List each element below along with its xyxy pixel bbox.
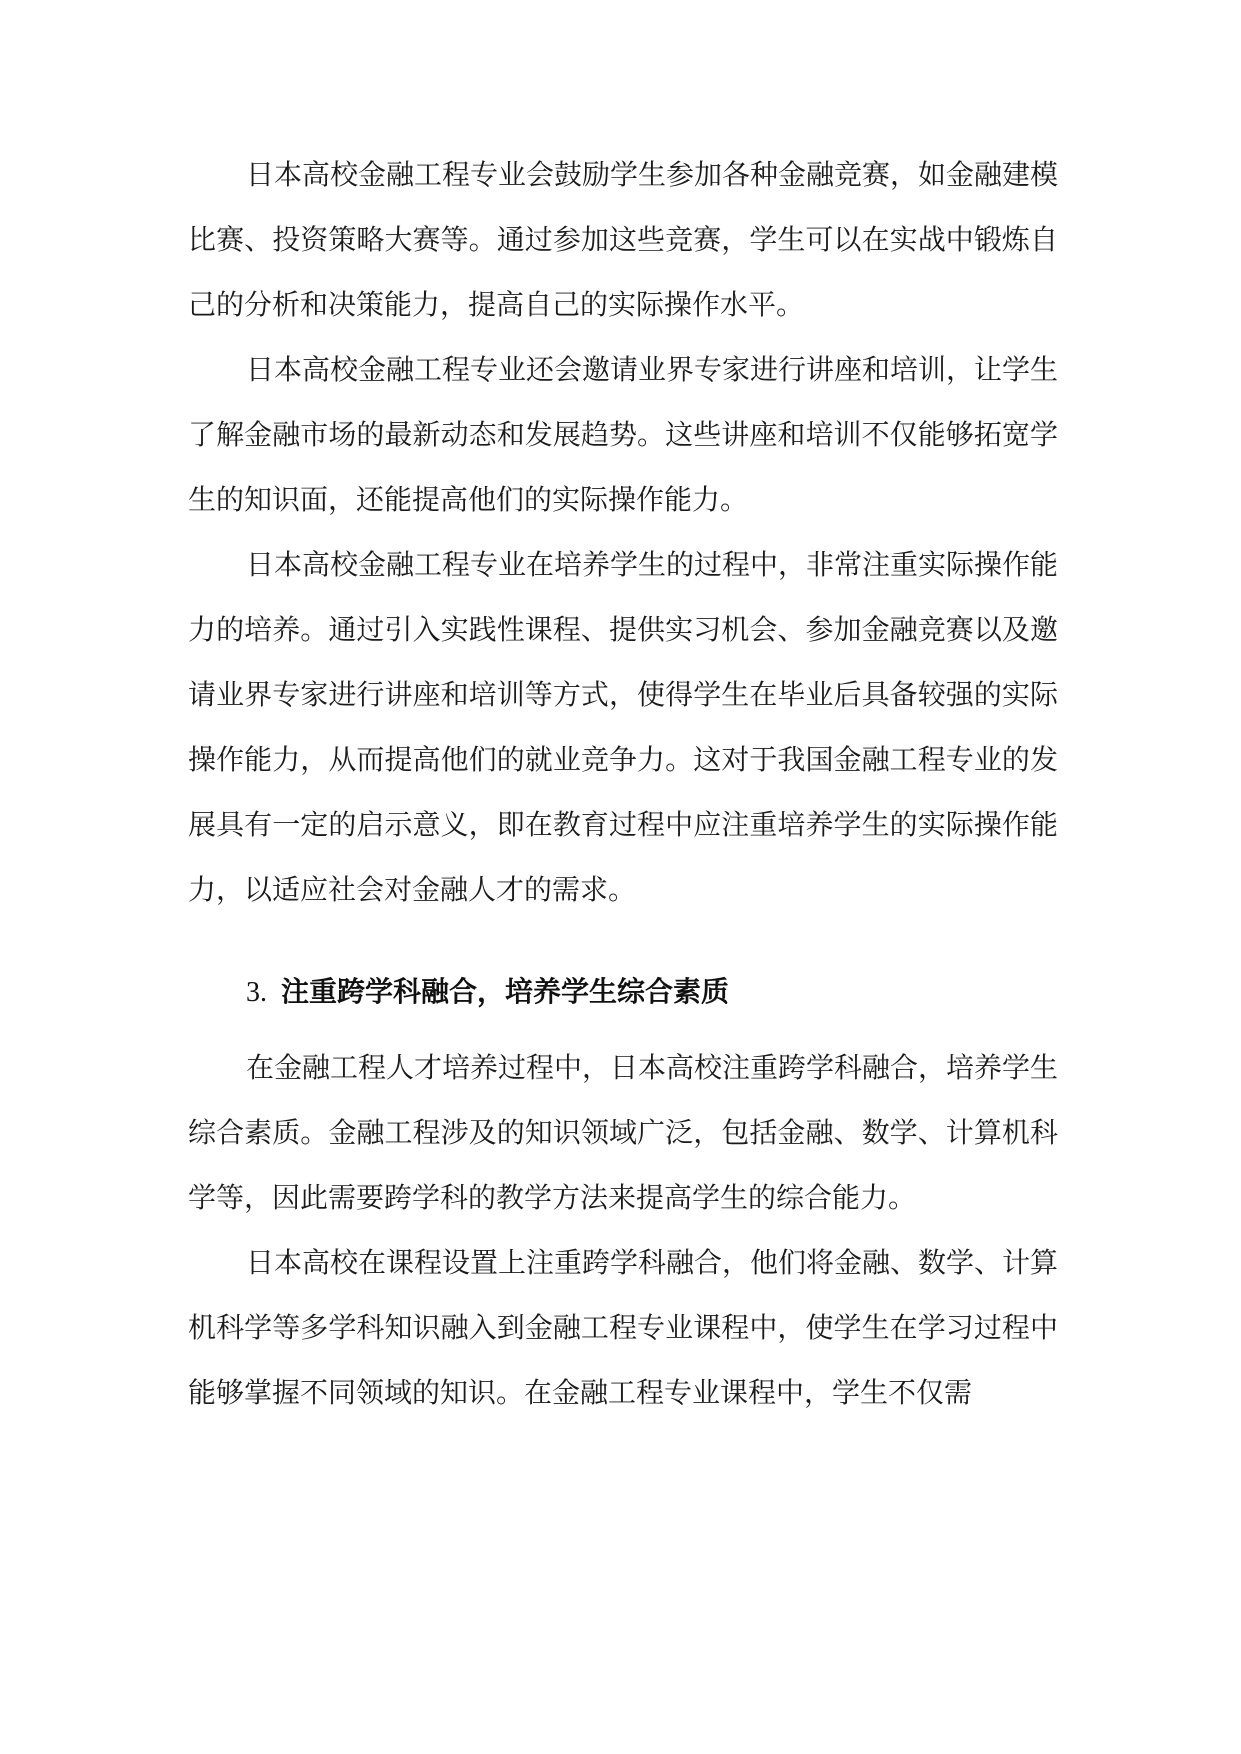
paragraph-practical-summary: 日本高校金融工程专业在培养学生的过程中，非常注重实际操作能力的培养。通过引入实践性课程、提供实习机会、参加金融竞赛以及邀请业界专家进行讲座和培训等方式，使得学生在毕业后具备较强的实际操作能力，从而提高他们的就业竞争力。这对于我国金融工程专业的发展具有一定的启示意义，即在教育过程中应注重培养学生的实际操作能力，以适应社会对金融人才的需求。 bbox=[188, 548, 1059, 906]
section-number: 3. bbox=[246, 977, 267, 1008]
paragraph-curriculum: 日本高校在课程设置上注重跨学科融合，他们将金融、数学、计算机科学等多学科知识融入到金融工程专业课程中，使学生在学习过程中能够掌握不同领域的知识。在金融工程专业课程中，学生不仅需 bbox=[188, 1246, 1059, 1409]
paragraph-interdisciplinary-intro: 在金融工程人才培养过程中，日本高校注重跨学科融合，培养学生综合素质。金融工程涉及的知识领域广泛，包括金融、数学、计算机科学等，因此需要跨学科的教学方法来提高学生的综合能力。 bbox=[188, 1051, 1059, 1214]
section-title: 注重跨学科融合，培养学生综合素质 bbox=[281, 975, 730, 1008]
paragraph-competitions: 日本高校金融工程专业会鼓励学生参加各种金融竞赛，如金融建模比赛、投资策略大赛等。通过参加这些竞赛，学生可以在实战中锻炼自己的分析和决策能力，提高自己的实际操作水平。 bbox=[188, 158, 1059, 321]
section-heading bbox=[188, 959, 1058, 1025]
paragraph-expert-lectures: 日本高校金融工程专业还会邀请业界专家进行讲座和培训，让学生了解金融市场的最新动态和发展趋势。这些讲座和培训不仅能够拓宽学生的知识面，还能提高他们的实际操作能力。 bbox=[188, 353, 1059, 516]
document-body bbox=[188, 142, 1058, 1425]
